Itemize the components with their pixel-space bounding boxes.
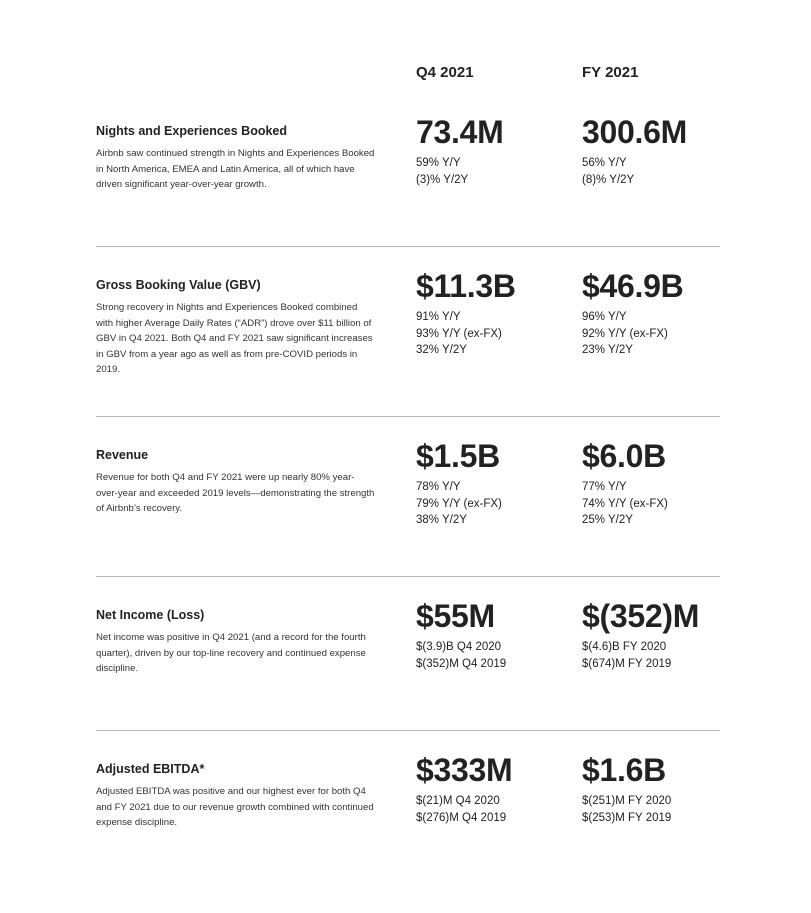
fy-value: $1.6B (582, 752, 666, 788)
q4-detail: 59% Y/Y (416, 157, 461, 169)
q4-metric (416, 596, 506, 672)
section-description: Revenue for both Q4 and FY 2021 were up nearly 80% year-over-year and exceeded 2019 levels—demonstrating the strength of Airbnb’s recovery. (96, 472, 375, 515)
fy-value: 300.6M (582, 114, 687, 150)
fy-detail: 25% Y/2Y (582, 514, 633, 526)
section-divider (96, 576, 720, 577)
section-description: Airbnb saw continued strength in Nights and Experiences Booked in North America, EMEA and Latin America, all of which have driven significant year-over-year growth. (96, 148, 375, 191)
fy-metric (582, 596, 699, 672)
section-divider (96, 416, 720, 417)
fy-detail: 77% Y/Y (582, 481, 627, 493)
fy-detail: 23% Y/2Y (582, 344, 633, 356)
q4-value: 73.4M (416, 114, 504, 150)
section-description: Adjusted EBITDA was positive and our highest ever for both Q4 and FY 2021 due to our revenue growth combined with continued expense discipline. (96, 786, 374, 829)
section-title: Adjusted EBITDA* (96, 762, 205, 776)
fy-metric (582, 750, 671, 826)
section-divider (96, 246, 720, 247)
fy-detail: 74% Y/Y (ex-FX) (582, 497, 668, 510)
fy-detail: $(251)M FY 2020 (582, 795, 672, 807)
fy-detail: 96% Y/Y (582, 311, 627, 323)
q4-detail: 79% Y/Y (ex-FX) (416, 497, 502, 510)
q4-metric (416, 112, 503, 188)
fy-detail: (8)% Y/2Y (582, 173, 635, 186)
fy-detail: $(4.6)B FY 2020 (582, 641, 667, 653)
q4-detail: (3)% Y/2Y (416, 173, 469, 186)
section-title: Nights and Experiences Booked (96, 124, 288, 138)
q4-value: $55M (416, 598, 495, 634)
q4-value: $333M (416, 752, 513, 788)
q4-detail: $(276)M Q4 2019 (416, 811, 507, 824)
fy-metric (582, 436, 668, 529)
section-title: Net Income (Loss) (96, 608, 205, 622)
section-divider (96, 730, 720, 731)
q4-detail: 32% Y/2Y (416, 344, 467, 356)
fy-value: $6.0B (582, 438, 666, 474)
fy-metric (582, 266, 683, 359)
q4-detail: 91% Y/Y (416, 311, 461, 323)
fy-metric (582, 112, 687, 188)
fy-detail: $(253)M FY 2019 (582, 811, 672, 824)
q4-detail: $(352)M Q4 2019 (416, 657, 507, 670)
fy-value: $(352)M (582, 598, 700, 634)
section-title: Gross Booking Value (GBV) (96, 278, 261, 292)
q4-metric (416, 266, 516, 359)
fy-detail: 56% Y/Y (582, 157, 627, 169)
q4-metric (416, 436, 502, 529)
section-description: Net income was positive in Q4 2021 (and a record for the fourth quarter), driven by our top-line recovery and continued expense discipline. (96, 632, 366, 675)
q4-detail: 78% Y/Y (416, 481, 461, 493)
column-header-q4: Q4 2021 (416, 64, 474, 81)
fy-value: $46.9B (582, 268, 684, 304)
q4-detail: $(21)M Q4 2020 (416, 795, 500, 807)
fy-detail: 92% Y/Y (ex-FX) (582, 327, 668, 340)
q4-detail: $(3.9)B Q4 2020 (416, 641, 502, 653)
section-title: Revenue (96, 448, 149, 462)
q4-detail: 38% Y/2Y (416, 514, 467, 526)
fy-detail: $(674)M FY 2019 (582, 657, 672, 670)
column-header-fy: FY 2021 (582, 64, 639, 81)
q4-value: $11.3B (416, 268, 516, 304)
q4-value: $1.5B (416, 438, 500, 474)
q4-metric (416, 750, 512, 826)
section-description: Strong recovery in Nights and Experiences Booked combined with higher Average Daily Rates (“ADR”) drove over $11 billion of GBV in Q4 2021. Both Q4 and FY 2021 saw significant increases in GBV from a year ago as well as from pre-COVID periods in 2019. (96, 302, 373, 376)
q4-detail: 93% Y/Y (ex-FX) (416, 327, 502, 340)
